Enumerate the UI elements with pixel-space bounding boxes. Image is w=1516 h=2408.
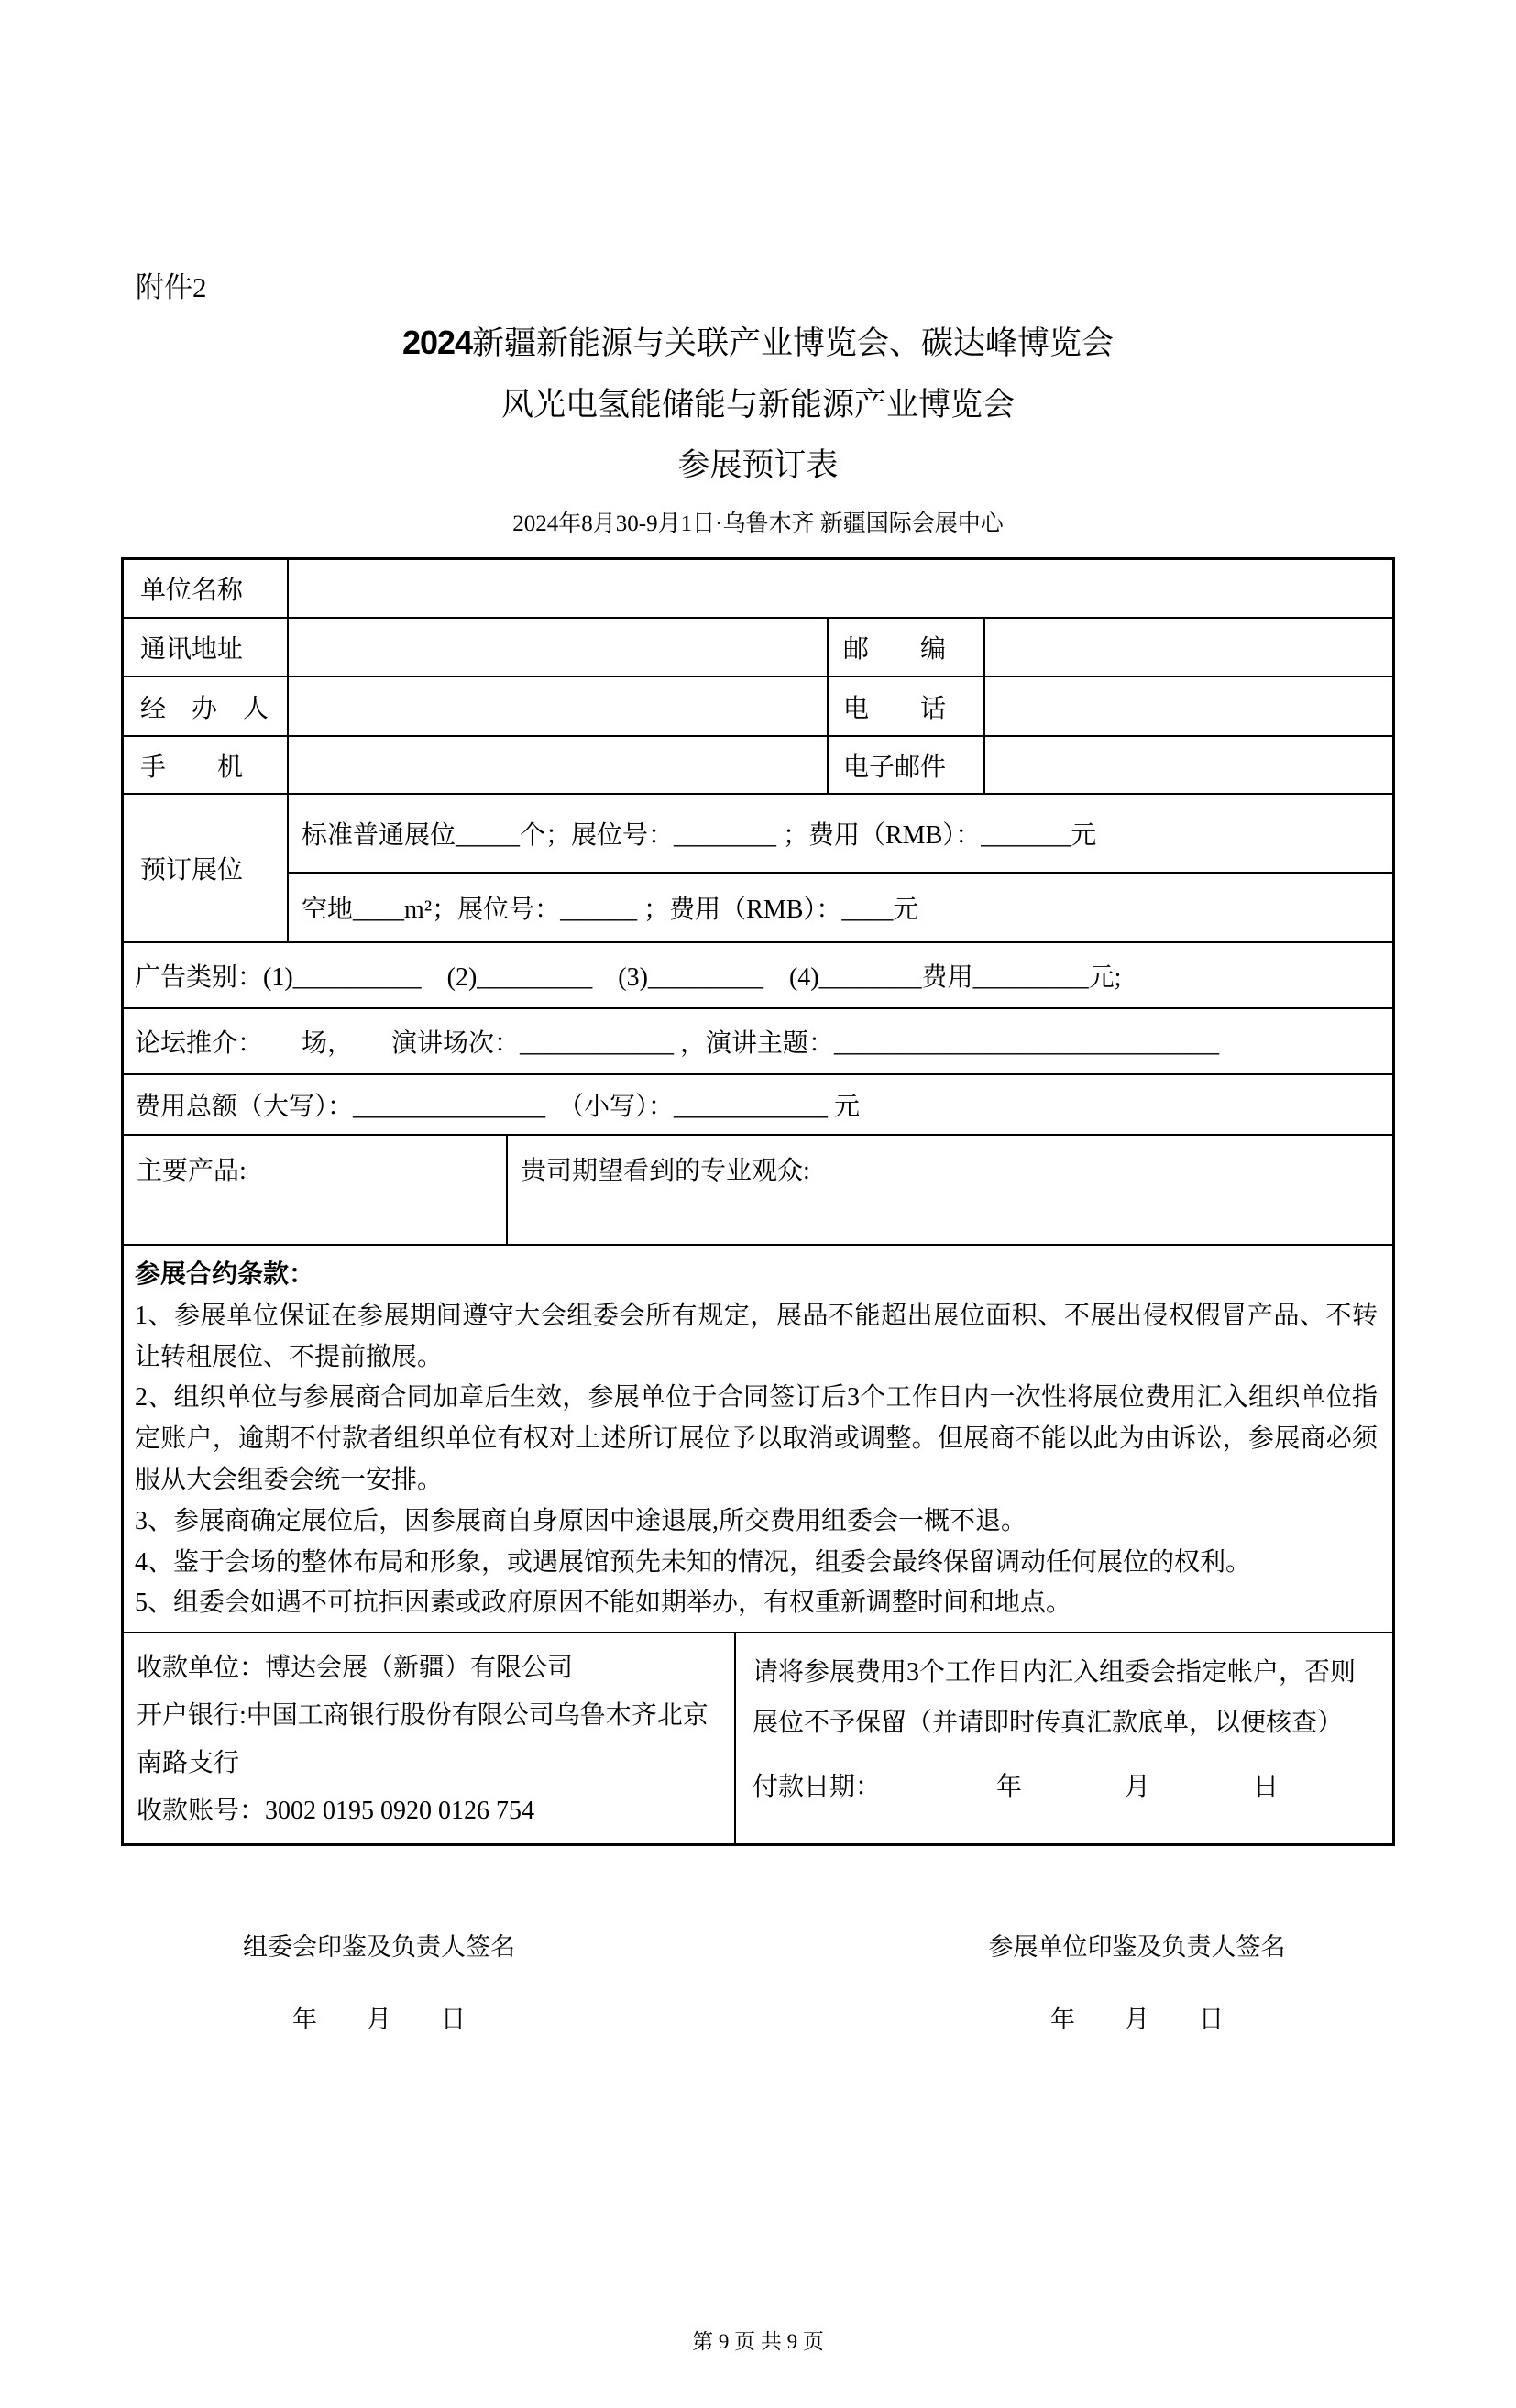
contract-terms-heading: 参展合约条款： bbox=[135, 1260, 315, 1289]
payment-notice: 请将参展费用3个工作日内汇入组委会指定帐户，否则展位不予保留（并请即时传真汇款底单，以便核查） bbox=[753, 1658, 1357, 1737]
ad-category-line[interactable]: 广告类别：(1)__________ (2)_________ (3)_________ (4)________费用_________元; bbox=[135, 963, 1122, 992]
payee-name-line: 收款单位：博达会展（新疆）有限公司 bbox=[137, 1654, 574, 1683]
standard-booth-line[interactable]: 标准普通展位_____个；展位号：________ ；费用（RMB）：_______元 bbox=[302, 821, 1097, 850]
contact-person-label: 经 办 人 bbox=[140, 694, 269, 723]
contract-term-3: 3、参展商确定展位后，因参展商自身原因中途退展,所交费用组委会一概不退。 bbox=[135, 1506, 1027, 1535]
signature-section bbox=[0, 1927, 1516, 2035]
booking-form-table bbox=[121, 557, 1395, 1846]
total-fee-row bbox=[124, 1073, 1392, 1134]
address-label: 通讯地址 bbox=[140, 635, 244, 664]
main-products-label[interactable]: 主要产品: bbox=[137, 1157, 247, 1185]
postcode-label: 邮 编 bbox=[827, 619, 983, 676]
contract-term-1: 1、参展单位保证在参展期间遵守大会组委会所有规定，展品不能超出展位面积、不展出侵权假冒产品、不转让转租展位、不提前撤展。 bbox=[135, 1301, 1378, 1371]
contract-term-5: 5、组委会如遇不可抗拒因素或政府原因不能如期举办，有权重新调整时间和地点。 bbox=[135, 1589, 1072, 1618]
company-name-row bbox=[124, 560, 1392, 617]
products-row bbox=[124, 1134, 1392, 1244]
contact-row bbox=[124, 676, 1392, 735]
contract-term-2: 2、组织单位与参展商合同加章后生效，参展单位于合同签订后3个工作日内一次性将展位费用汇入组织单位指定账户，逾期不付款者组织单位有权对上述所订展位予以取消或调整。但展商不能以此为由诉讼，参展商必须服从大会组委会统一安排。 bbox=[135, 1383, 1378, 1494]
contract-terms-row bbox=[124, 1244, 1392, 1632]
committee-signature-label: 组委会印鉴及负责人签名 bbox=[243, 1933, 515, 1962]
exhibition-title-line1 bbox=[0, 318, 1516, 364]
attachment-label: 附件2 bbox=[136, 271, 207, 303]
contact-person-input-cell[interactable] bbox=[287, 677, 827, 735]
exhibitor-signature-date[interactable]: 年 月 日 bbox=[1050, 2006, 1224, 2034]
committee-signature-date[interactable]: 年 月 日 bbox=[292, 2006, 466, 2034]
exhibitor-signature-label: 参展单位印鉴及负责人签名 bbox=[988, 1933, 1286, 1962]
form-title: 参展预订表 bbox=[677, 447, 839, 483]
open-space-line[interactable]: 空地____m²；展位号：______ ；费用（RMB）：____元 bbox=[289, 872, 1392, 941]
contract-terms-cell bbox=[124, 1246, 1392, 1632]
forum-line[interactable]: 论坛推介： 场， 演讲场次：____________ ，演讲主题：______________________________ bbox=[135, 1029, 1220, 1058]
exhibition-title-line2: 风光电氢能储能与新能源产业博览会 bbox=[500, 387, 1015, 423]
bank-line: 开户银行:中国工商银行股份有限公司乌鲁木齐北京南路支行 bbox=[137, 1700, 709, 1777]
payee-info-cell bbox=[124, 1633, 734, 1843]
mobile-row bbox=[124, 735, 1392, 793]
company-name-label: 单位名称 bbox=[140, 577, 244, 605]
postcode-input-cell[interactable] bbox=[983, 619, 1392, 676]
booth-booking-options bbox=[287, 795, 1392, 941]
mobile-input-cell[interactable] bbox=[287, 737, 827, 793]
email-input-cell[interactable] bbox=[983, 737, 1392, 793]
total-fee-line[interactable]: 费用总额（大写）：_______________ （小写）：____________ 元 bbox=[135, 1093, 861, 1121]
payment-date-line[interactable]: 付款日期： 年 月 日 bbox=[753, 1773, 1280, 1802]
phone-label: 电 话 bbox=[827, 677, 983, 735]
document-header bbox=[0, 318, 1516, 538]
title-line1-text: 新疆新能源与关联产业博览会、碳达峰博览会 bbox=[472, 325, 1115, 361]
payment-row bbox=[124, 1632, 1392, 1843]
address-row bbox=[124, 617, 1392, 676]
address-input-cell[interactable] bbox=[287, 619, 827, 676]
payment-notice-cell bbox=[734, 1633, 1392, 1843]
account-number-line: 收款账号：3002 0195 0920 0126 754 bbox=[137, 1796, 535, 1825]
title-year-prefix: 2024 bbox=[401, 324, 473, 361]
forum-row bbox=[124, 1007, 1392, 1073]
mobile-label: 手 机 bbox=[140, 753, 244, 782]
event-date-venue: 2024年8月30-9月1日·乌鲁木齐 新疆国际会展中心 bbox=[512, 511, 1004, 536]
page-footer: 第 9 页 共 9 页 bbox=[692, 2330, 824, 2353]
contract-term-4: 4、鉴于会场的整体布局和形象，或遇展馆预先未知的情况，组委会最终保留调动任何展位的权利。 bbox=[135, 1547, 1252, 1577]
committee-signature-block bbox=[0, 1927, 758, 2035]
booth-booking-label: 预订展位 bbox=[140, 856, 244, 885]
email-label: 电子邮件 bbox=[827, 737, 983, 793]
expected-audience-label[interactable]: 贵司期望看到的专业观众: bbox=[506, 1136, 1392, 1244]
ad-category-row bbox=[124, 941, 1392, 1007]
phone-input-cell[interactable] bbox=[983, 677, 1392, 735]
company-name-input-cell[interactable] bbox=[287, 560, 1392, 617]
booth-booking-row bbox=[124, 793, 1392, 941]
exhibitor-signature-block bbox=[758, 1927, 1516, 2035]
